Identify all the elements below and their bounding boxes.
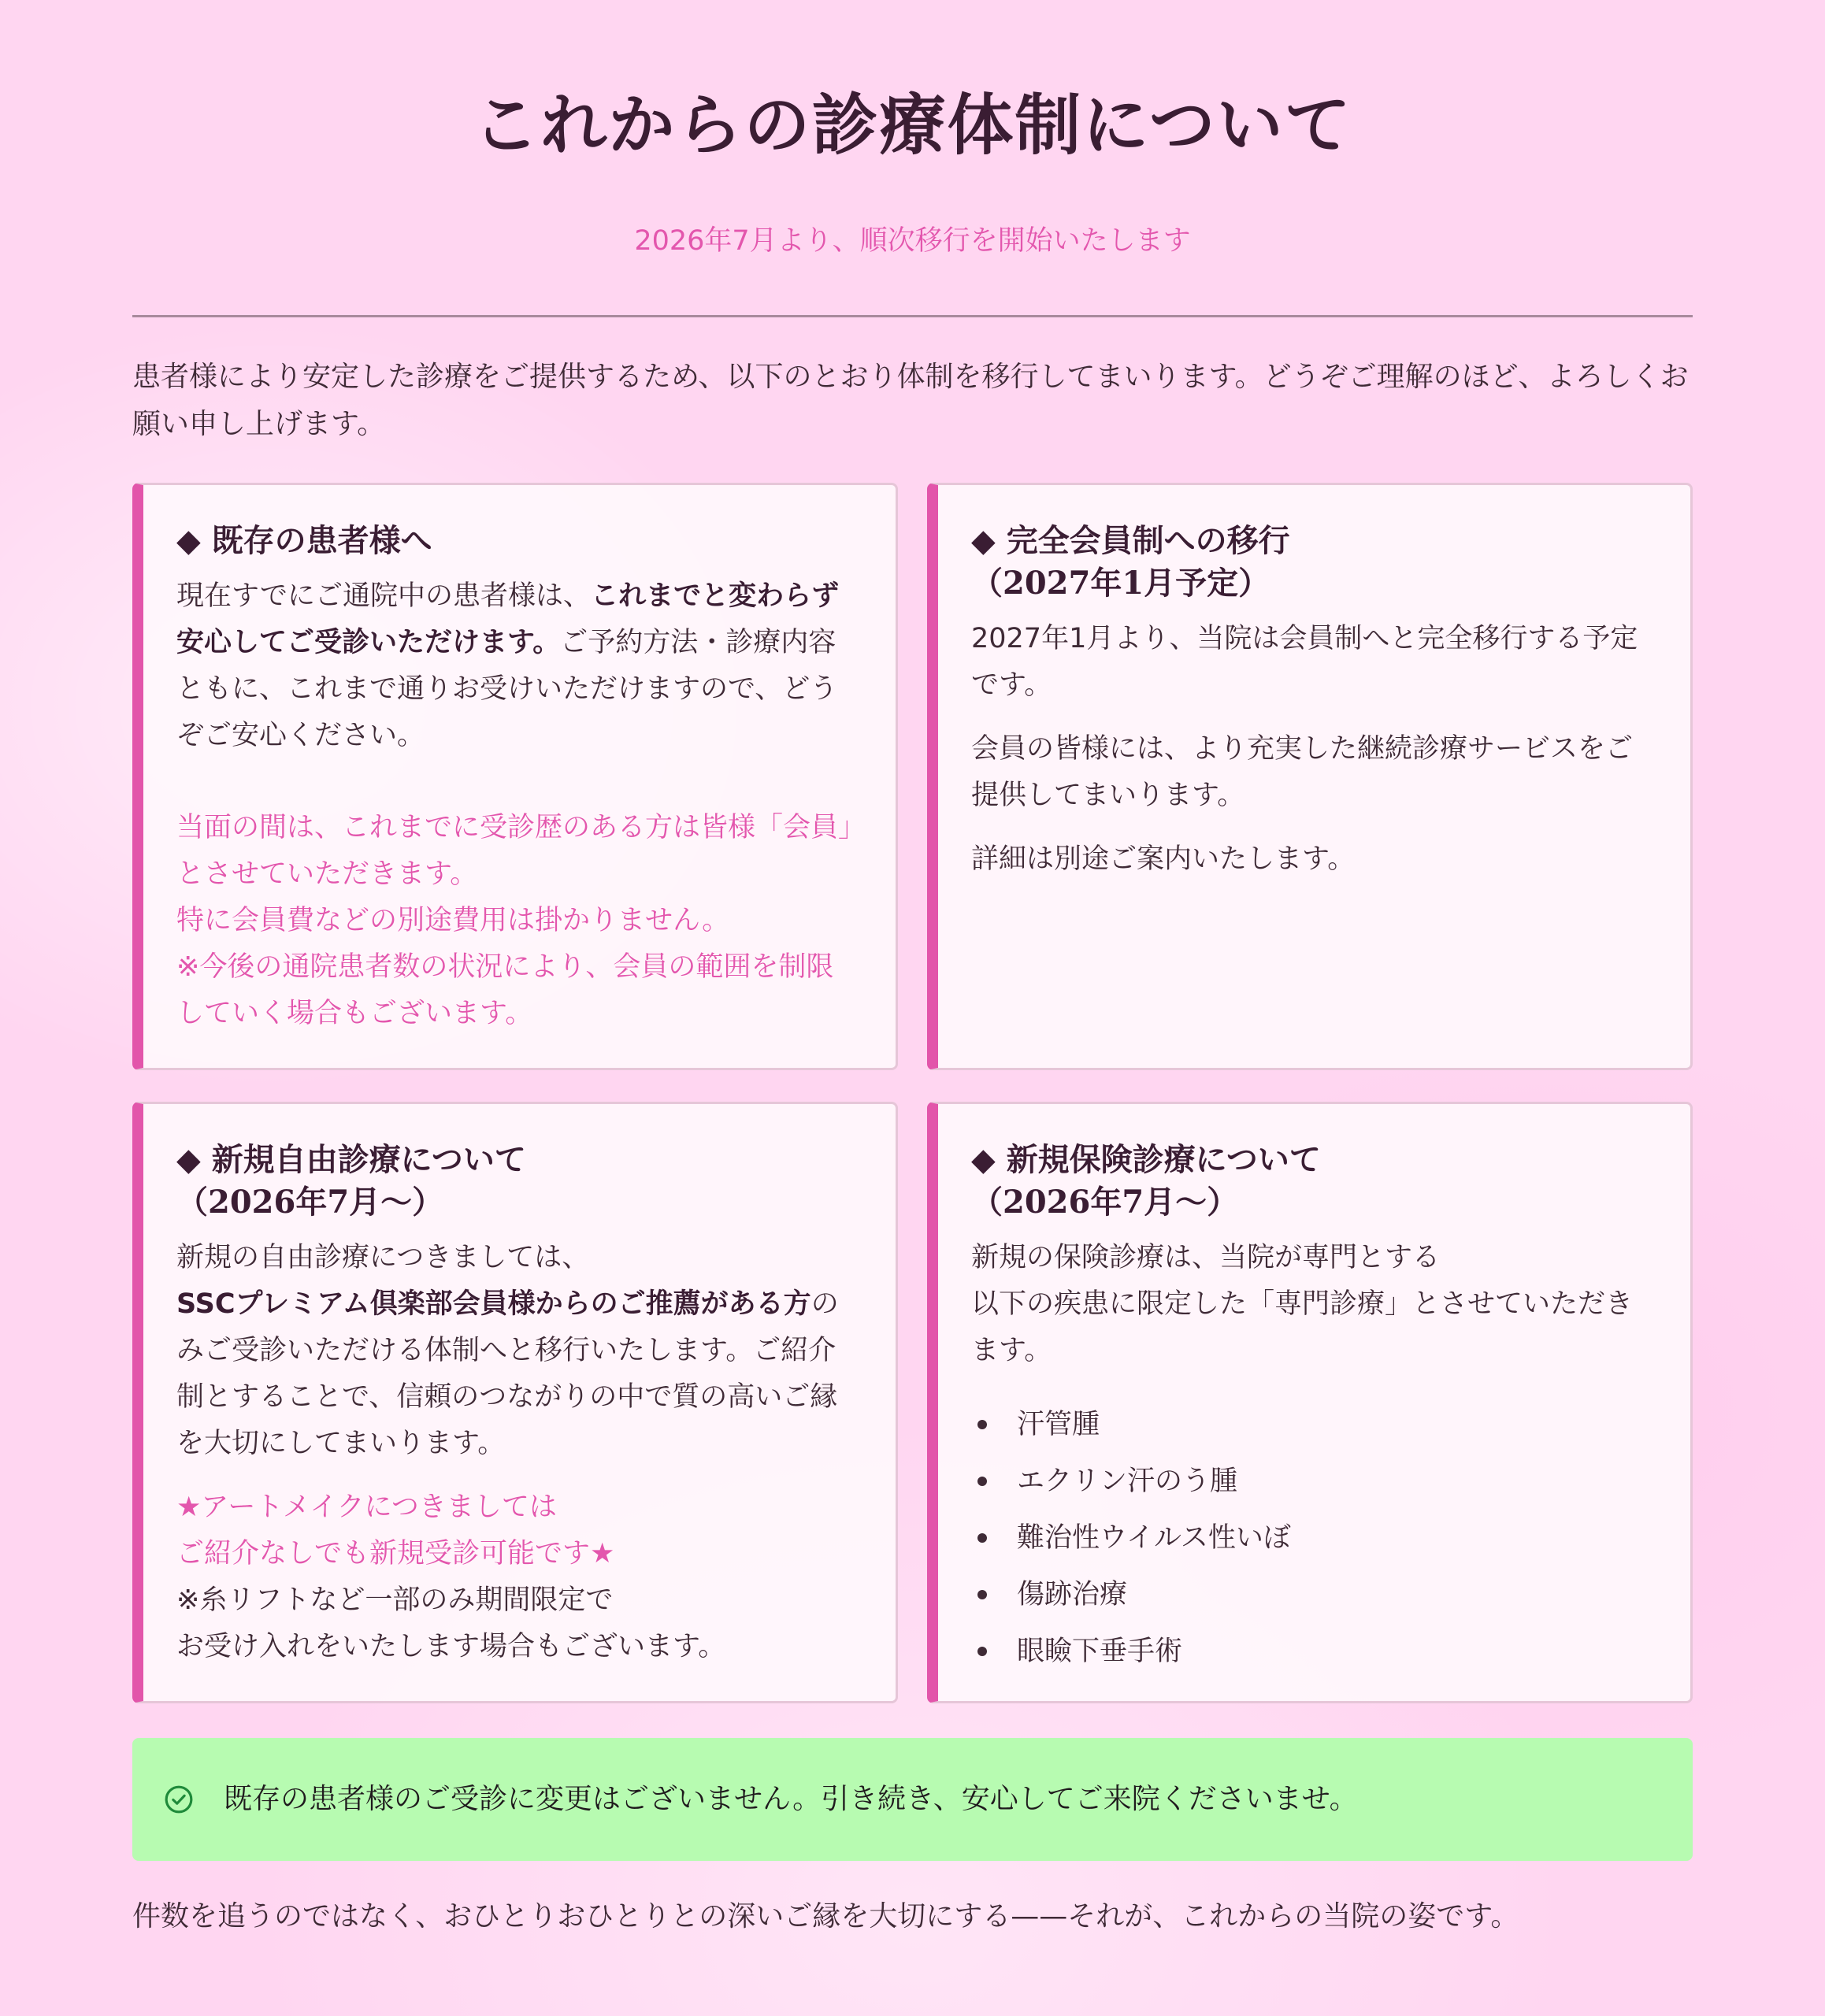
card-text: 以下の疾患に限定した「専門診療」とさせていただきます。: [971, 1288, 1634, 1366]
card-text: 新規の保険診療は、当院が専門とする: [971, 1242, 1441, 1273]
card-paragraph: 詳細は別途ご案内いたします。: [971, 843, 1356, 875]
card-title: [971, 1139, 1656, 1224]
list-item: [971, 1623, 1656, 1680]
notice-banner: [132, 1738, 1693, 1861]
list-item-label: 傷跡治療: [1017, 1579, 1128, 1610]
card-highlight: 当面の間は、これまでに受診歴のある方は皆様「会員」とさせていただきます。: [176, 812, 852, 890]
list-item: [971, 1566, 1656, 1623]
list-item-label: エクリン汗のう腫: [1017, 1466, 1238, 1497]
bullet-icon: [977, 1477, 987, 1486]
notice-text: 既存の患者様のご受診に変更はございません。引き続き、安心してご来院くださいませ。: [224, 1783, 1358, 1815]
card-title-date: （2027年1月予定）: [971, 565, 1270, 602]
card-note-line: お受け入れをいたします場合もございます。: [176, 1631, 726, 1662]
bullet-icon: [977, 1533, 987, 1543]
card-title: [971, 520, 1656, 605]
card-text: のみご受診いただける体制へと移行いたします。ご紹介制とすることで、信頼のつながりの中で質の高いご縁を大切にしてまいります。: [176, 1288, 839, 1459]
card-paragraph: [176, 573, 861, 759]
list-item: [971, 1396, 1656, 1453]
cards-grid: [132, 483, 1693, 1703]
card-new-insurance-care: [927, 1102, 1693, 1703]
page: [132, 0, 1693, 1936]
intro-text: 患者様により安定した診療をご提供するため、以下のとおり体制を移行してまいります。どうぞご理解のほど、よろしくお願い申し上げます。: [132, 361, 1689, 440]
list-item-label: 汗管腫: [1017, 1409, 1100, 1440]
card-paragraph: 会員の皆様には、より充実した継続診療サービスをご提供してまいります。: [971, 733, 1634, 811]
card-highlight: [176, 1484, 861, 1577]
page-title: これからの診療体制について: [473, 86, 1352, 164]
card-title-main: ◆ 完全会員制への移行: [971, 522, 1290, 559]
card-title-date: （2026年7月〜）: [971, 1184, 1239, 1221]
card-paragraph: [971, 1235, 1656, 1374]
card-title: [176, 1139, 861, 1224]
page-subtitle: 2026年7月より、順次移行を開始いたします: [634, 225, 1191, 257]
list-item: [971, 1453, 1656, 1510]
list-item: [971, 1510, 1656, 1566]
card-highlight-line: ★アートメイクにつきましては: [176, 1492, 557, 1523]
card-membership-transition: [927, 483, 1693, 1070]
closing-text: 件数を追うのではなく、おひとりおひとりとの深いご縁を大切にする——それが、これからの当院の姿です。: [132, 1900, 1519, 1933]
condition-list: [971, 1396, 1656, 1680]
card-highlight: 特に会員費などの別途費用は掛かりません。: [176, 905, 730, 936]
card-note-line: ※糸リフトなど一部のみ期間限定で: [176, 1584, 614, 1616]
card-title-date: （2026年7月〜）: [176, 1184, 444, 1221]
bullet-icon: [977, 1420, 987, 1429]
card-title-main: ◆ 新規保険診療について: [971, 1141, 1321, 1178]
card-text: ご予約方法・診療内容ともに、これまで通りお受けいただけますので、どうぞご安心ください。: [176, 627, 838, 751]
check-circle-icon: [164, 1784, 194, 1814]
bullet-icon: [977, 1647, 987, 1656]
bullet-icon: [977, 1590, 987, 1599]
card-emphasis: SSCプレミアム倶楽部会員様からのご推薦がある方: [176, 1288, 811, 1320]
divider: [132, 315, 1693, 317]
list-item-label: 難治性ウイルス性いぼ: [1017, 1522, 1291, 1554]
card-paragraph: [176, 1235, 861, 1467]
card-existing-patients: [132, 483, 898, 1070]
card-title-main: ◆ 新規自由診療について: [176, 1141, 526, 1178]
card-paragraph: 2027年1月より、当院は会員制へと完全移行する予定です。: [971, 623, 1638, 701]
card-highlight: ※今後の通院患者数の状況により、会員の範囲を制限していく場合もございます。: [176, 951, 834, 1029]
card-note: [176, 1577, 861, 1670]
card-text: 新規の自由診療につきましては、: [176, 1242, 590, 1273]
card-emphasis: これまでと変わらず安心してご受診いただけます。: [176, 580, 840, 658]
card-title: ◆ 既存の患者様へ: [176, 522, 432, 559]
card-highlight-line: ご紹介なしでも新規受診可能です★: [176, 1538, 615, 1569]
list-item-label: 眼瞼下垂手術: [1017, 1636, 1183, 1667]
card-new-free-care: [132, 1102, 898, 1703]
card-text: 現在すでにご通院中の患者様は、: [176, 580, 592, 612]
